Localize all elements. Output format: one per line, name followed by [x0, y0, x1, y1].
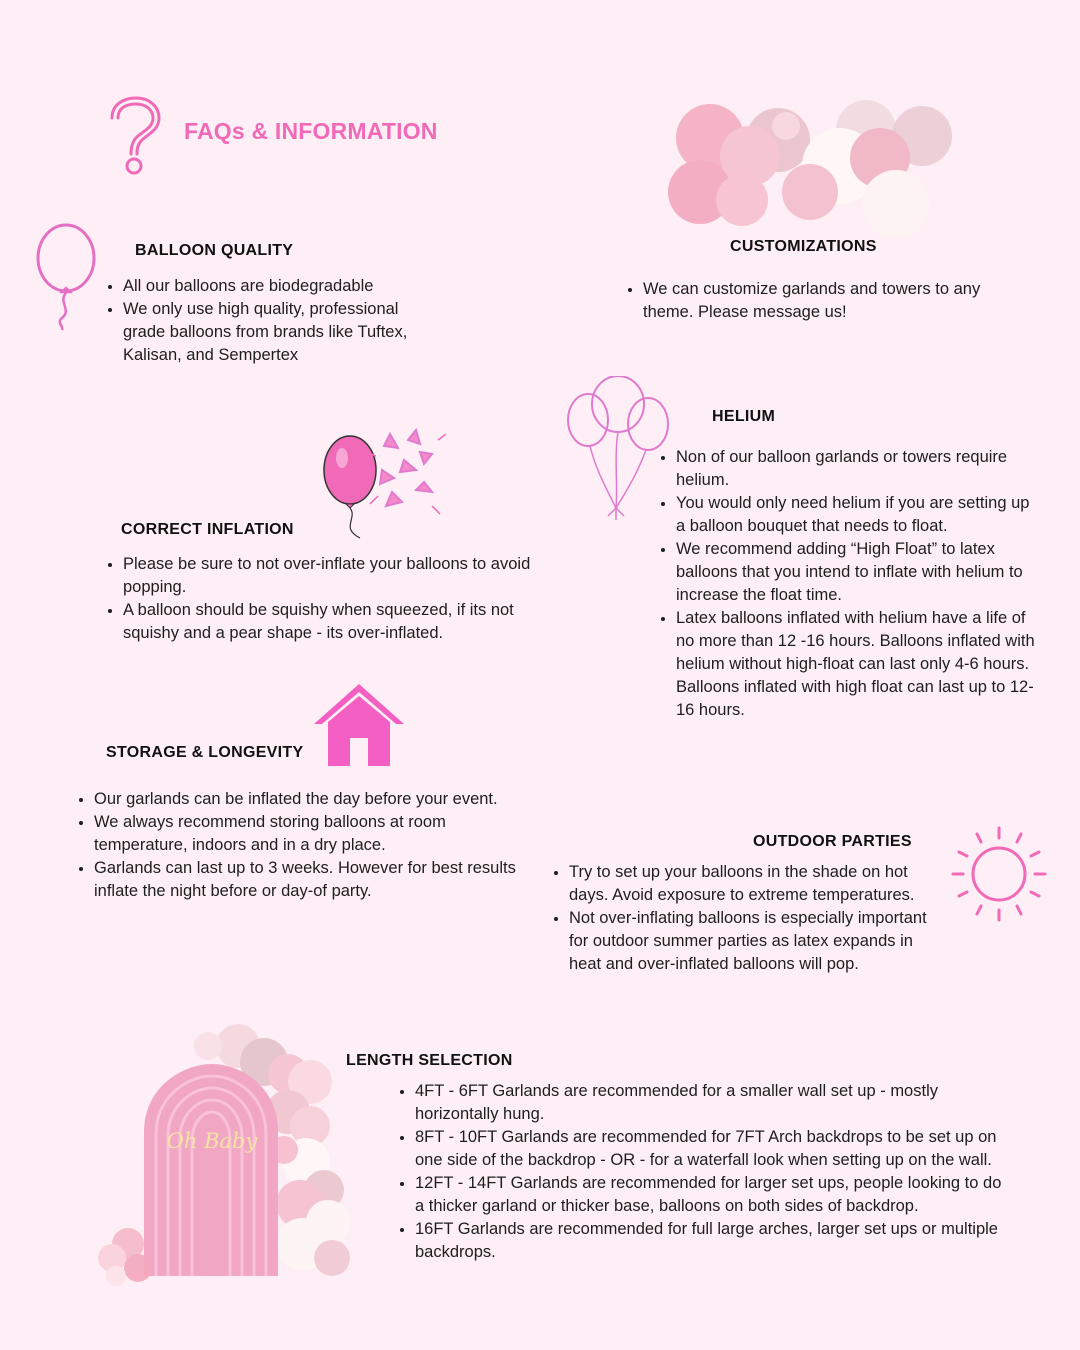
- list-item: • You would only need helium if you are setting up a balloon bouquet that needs to float.: [676, 492, 1039, 538]
- helium-heading: HELIUM: [712, 408, 776, 425]
- list-item: • A balloon should be squishy when squeezed, if its not squishy and a pear shape - its over-inflated.: [123, 599, 571, 645]
- list-item: • 4FT - 6FT Garlands are recommended for a smaller wall set up - mostly horizontally hung.: [415, 1080, 1013, 1126]
- list-item: • Our garlands can be inflated the day before your event.: [94, 788, 522, 811]
- customizations-heading: CUSTOMIZATIONS: [730, 238, 877, 255]
- popping-balloon-icon: [320, 426, 450, 542]
- balloon-outline-icon: [32, 222, 102, 332]
- list-item: • We recommend adding “High Float” to latex balloons that you intend to inflate with helium to increase the float time.: [676, 538, 1039, 607]
- helium-list: [654, 446, 1039, 722]
- list-item: • 12FT - 14FT Garlands are recommended for larger set ups, people looking to do a thicker garland or thicker base, balloons on both sides of backdrop.: [415, 1172, 1013, 1218]
- list-item: • 8FT - 10FT Garlands are recommended for 7FT Arch backdrops to be set up on one side of the backdrop - OR - for a waterfall look when setting up on the wall.: [415, 1126, 1013, 1172]
- question-mark-icon: [104, 96, 164, 176]
- outdoor-heading: OUTDOOR PARTIES: [753, 833, 912, 850]
- list-item: • Non of our balloon garlands or towers require helium.: [676, 446, 1039, 492]
- arch-sign-text: Oh Baby: [166, 1129, 258, 1153]
- length-list: [393, 1080, 1013, 1264]
- balloon-quality-list: [101, 275, 431, 367]
- customizations-list: [621, 278, 1021, 324]
- balloon-quality-heading: BALLOON QUALITY: [135, 242, 294, 259]
- storage-heading: STORAGE & LONGEVITY: [106, 744, 304, 761]
- list-item: • Try to set up your balloons in the shade on hot days. Avoid exposure to extreme temperatures.: [569, 861, 932, 907]
- page-title: FAQs & INFORMATION: [184, 118, 438, 144]
- list-item: • Not over-inflating balloons is especially important for outdoor summer parties as latex expands in heat and over-inflated balloons will pop.: [569, 907, 932, 976]
- list-item: • Latex balloons inflated with helium have a life of no more than 12 -16 hours. Balloons inflated with helium without high-float can last only 4-6 hours. Balloons inflated with high float can last up to 12-16 hours.: [676, 607, 1039, 722]
- storage-list: [72, 788, 522, 903]
- list-item: • All our balloons are biodegradable: [123, 275, 431, 298]
- house-icon: [312, 680, 406, 770]
- correct-inflation-heading: CORRECT INFLATION: [121, 521, 294, 538]
- list-item: • 16FT Garlands are recommended for full large arches, larger set ups or multiple backdrops.: [415, 1218, 1013, 1264]
- list-item: • Please be sure to not over-inflate your balloons to avoid popping.: [123, 553, 571, 599]
- arch-backdrop-image: [88, 1022, 388, 1292]
- sun-icon: [947, 824, 1051, 928]
- outdoor-list: [547, 861, 932, 976]
- list-item: • We can customize garlands and towers to any theme. Please message us!: [643, 278, 1021, 324]
- list-item: • Garlands can last up to 3 weeks. However for best results inflate the night before or day-of party.: [94, 857, 522, 903]
- correct-inflation-list: [101, 553, 571, 645]
- list-item: • We only use high quality, professional grade balloons from brands like Tuftex, Kalisan, and Sempertex: [123, 298, 431, 367]
- length-heading: LENGTH SELECTION: [346, 1052, 513, 1069]
- list-item: • We always recommend storing balloons at room temperature, indoors and in a dry place.: [94, 811, 522, 857]
- balloon-cluster-image: [660, 96, 970, 246]
